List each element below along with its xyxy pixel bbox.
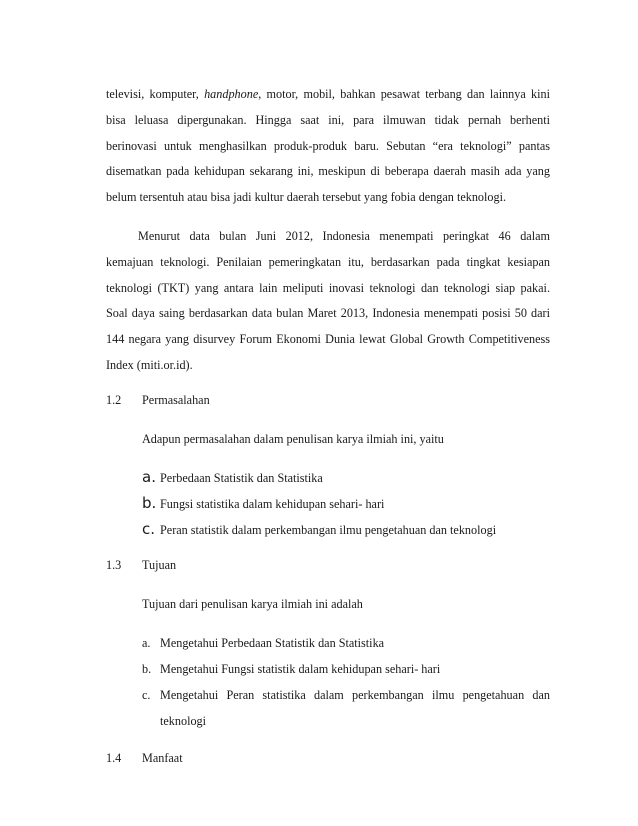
list-item: Perbedaan Statistik dan Statistika <box>160 471 323 485</box>
list-marker: b. <box>142 662 152 676</box>
section-number: 1.3 <box>106 558 122 572</box>
section-title: Tujuan <box>142 558 177 572</box>
list-item: Peran statistik dalam perkembangan ilmu pengetahuan dan teknologi <box>160 523 497 537</box>
list-item-continuation: teknologi <box>160 714 207 728</box>
paragraph-line: Soal daya saing berdasarkan data bulan Maret 2013, Indonesia menempati posisi 50 dari <box>106 306 550 320</box>
list-marker: c. <box>142 688 151 702</box>
list-item: Mengetahui Fungsi statistik dalam kehidupan sehari- hari <box>160 662 441 676</box>
emphasis-term: handphone <box>204 87 259 101</box>
paragraph-line: Menurut data bulan Juni 2012, Indonesia menempati peringkat 46 dalam <box>138 229 550 243</box>
paragraph-line: Index (miti.or.id). <box>106 358 193 372</box>
paragraph-line: disematkan pada kehidupan sekarang ini, meskipun di beberapa daerah masih ada yang <box>106 164 550 178</box>
section-intro: Tujuan dari penulisan karya ilmiah ini adalah <box>142 597 363 611</box>
paragraph-line: belum tersentuh atau bisa jadi kultur daerah tersebut yang fobia dengan teknologi. <box>106 190 507 204</box>
list-item: Fungsi statistika dalam kehidupan sehari- hari <box>160 497 385 511</box>
paragraph-line: televisi, komputer, handphone, motor, mobil, bahkan pesawat terbang dan lainnya kini <box>106 87 550 101</box>
section-intro: Adapun permasalahan dalam penulisan karya ilmiah ini, yaitu <box>142 432 444 446</box>
list-item: Mengetahui Peran statistika dalam perkembangan ilmu pengetahuan dan <box>160 688 550 702</box>
section-title: Permasalahan <box>142 393 210 407</box>
list-marker: a. <box>142 636 151 650</box>
paragraph-line: bisa leluasa dipergunakan. Hingga saat ini, para ilmuwan tidak pernah berhenti <box>106 113 550 127</box>
list-marker: b. <box>142 494 157 512</box>
paragraph-line: teknologi (TKT) yang antara lain meliputi inovasi teknologi dan teknologi siap pakai. <box>106 281 550 295</box>
paragraph-line: 144 negara yang disurvey Forum Ekonomi Dunia lewat Global Growth Competitiveness <box>106 332 550 346</box>
section-title: Manfaat <box>142 751 183 765</box>
paragraph-line: berinovasi untuk menghasilkan produk-produk baru. Sebutan “era teknologi” pantas <box>106 139 550 153</box>
list-marker: c. <box>142 520 156 538</box>
section-number: 1.2 <box>106 393 122 407</box>
paragraph-line: kemajuan teknologi. Penilaian pemeringkatan itu, berdasarkan pada tingkat kesiapan <box>106 255 550 269</box>
list-marker: a. <box>142 468 156 486</box>
section-number: 1.4 <box>106 751 122 765</box>
list-item: Mengetahui Perbedaan Statistik dan Statistika <box>160 636 385 650</box>
